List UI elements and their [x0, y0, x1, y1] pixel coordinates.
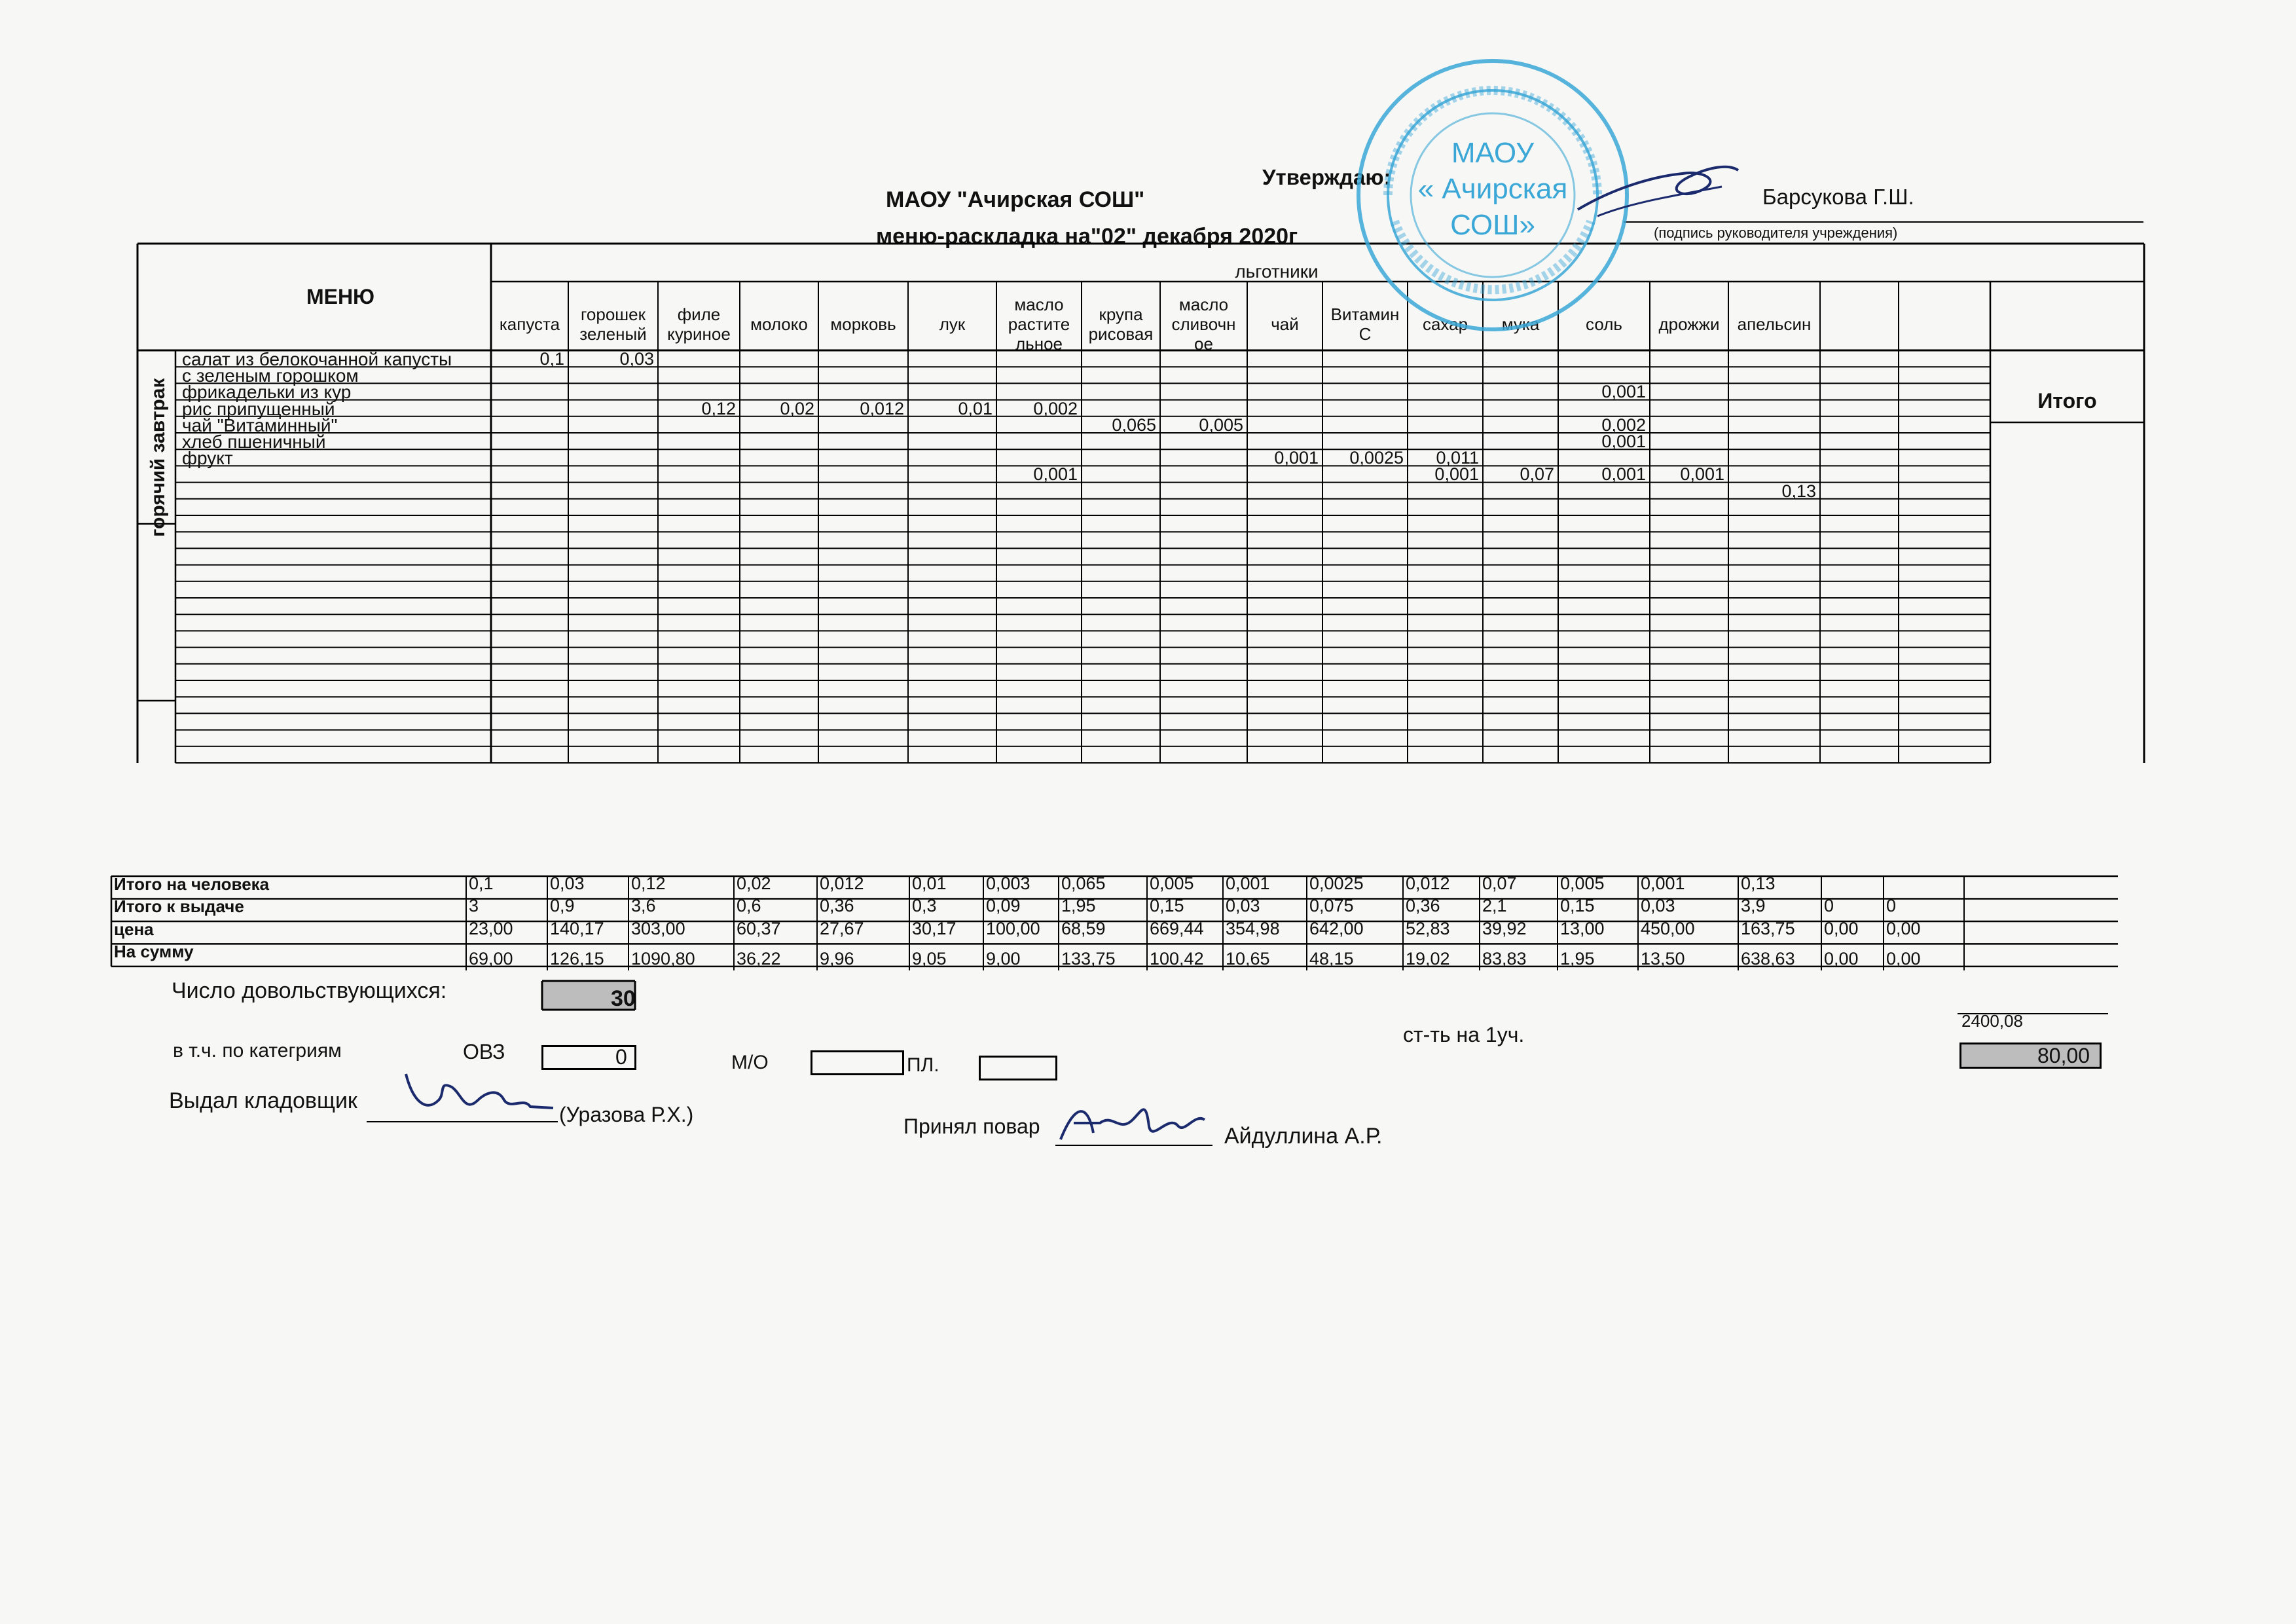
summary-value: 126,15: [550, 949, 604, 969]
approver-name: Барсукова Г.Ш.: [1762, 185, 1914, 209]
summary-value: 0,02: [737, 874, 771, 893]
summary-label: цена: [114, 919, 154, 939]
summary-value: 3,9: [1741, 896, 1766, 916]
summary-value: 13,00: [1560, 918, 1605, 938]
issued-name: (Уразова Р.Х.): [559, 1103, 694, 1126]
summary-value: 0,003: [986, 874, 1030, 893]
summary-value: 638,63: [1741, 949, 1795, 969]
summary-value: 1090,80: [631, 949, 695, 969]
column-header: мука: [1501, 314, 1540, 334]
column-header: масло сливочн ое: [1171, 295, 1236, 354]
column-header: горошек зеленый: [579, 304, 647, 344]
pl-box: [979, 1056, 1057, 1080]
column-header: сахар: [1422, 314, 1468, 334]
summary-value: 30,17: [912, 918, 957, 938]
received-label: Принял повар: [903, 1115, 1040, 1138]
summary-value: 669,44: [1150, 918, 1204, 938]
summary-value: 0,13: [1741, 874, 1776, 893]
summary-value: 0: [1886, 896, 1897, 916]
table-cell-value: 0,03: [619, 349, 654, 369]
mo-label: М/О: [731, 1052, 769, 1073]
dish-label: с зеленым горошком: [182, 365, 359, 386]
ovz-value: 0: [615, 1045, 627, 1069]
ovz-label: ОВЗ: [463, 1040, 505, 1063]
summary-value: 68,59: [1061, 918, 1106, 938]
table-cell-value: 0,001: [1434, 464, 1479, 485]
summary-value: 0,15: [1560, 896, 1595, 916]
total-header: Итого: [2037, 389, 2097, 413]
summary-value: 0,00: [1824, 949, 1859, 969]
table-cell-value: 0,001: [1680, 464, 1724, 485]
summary-value: 36,22: [737, 949, 781, 969]
summary-value: 1,95: [1560, 949, 1595, 969]
summary-value: 13,50: [1641, 949, 1685, 969]
cost-label: ст-ть на 1уч.: [1403, 1023, 1525, 1046]
dish-label: чай "Витаминный": [182, 415, 338, 435]
summary-value: 0,36: [1406, 896, 1440, 916]
dish-label: рис припущенный: [182, 398, 335, 419]
table-cell-value: 0,001: [1274, 448, 1319, 468]
summary-value: 0,09: [986, 896, 1021, 916]
column-header: Витамин С: [1330, 304, 1400, 344]
approve-label: Утверждаю:: [1262, 165, 1391, 189]
summary-value: 23,00: [469, 918, 513, 938]
storekeeper-signature: [399, 1061, 556, 1126]
summary-value: 642,00: [1309, 918, 1364, 938]
section-label: горячий завтрак: [147, 378, 169, 537]
summary-value: 163,75: [1741, 918, 1795, 938]
approve-caption: (подпись руководителя учреждения): [1654, 225, 1898, 241]
column-header: дрожжи: [1658, 314, 1720, 334]
column-header: апельсин: [1737, 314, 1812, 334]
summary-label: Итого на человека: [114, 874, 270, 894]
summary-value: 0,3: [912, 896, 937, 916]
received-name: Айдуллина А.Р.: [1224, 1124, 1383, 1149]
summary-value: 9,05: [912, 949, 947, 969]
summary-value: 0,07: [1482, 874, 1517, 893]
summary-value: 0,03: [1641, 896, 1675, 916]
table-cell-value: 0,12: [701, 398, 736, 418]
summary-value: 0,15: [1150, 896, 1184, 916]
summary-value: 0,01: [912, 874, 947, 893]
summary-value: 0,0025: [1309, 874, 1364, 893]
issued-label: Выдал кладовщик: [169, 1088, 357, 1113]
summary-value: 48,15: [1309, 949, 1354, 969]
summary-value: 0: [1824, 896, 1834, 916]
summary-value: 83,83: [1482, 949, 1527, 969]
dish-label: фрукт: [182, 448, 233, 469]
summary-value: 0,36: [820, 896, 854, 916]
summary-value: 100,00: [986, 918, 1040, 938]
column-header: чай: [1271, 314, 1299, 334]
table-cell-value: 0,001: [1601, 382, 1646, 402]
summary-value: 0,005: [1150, 874, 1194, 893]
summary-value: 0,00: [1886, 949, 1921, 969]
summary-label: На сумму: [114, 942, 194, 962]
table-cell-value: 0,001: [1033, 464, 1078, 485]
count-value: 30: [611, 986, 636, 1011]
dish-label: фрикадельки из кур: [182, 382, 352, 403]
summary-value: 60,37: [737, 918, 781, 938]
stamp-line3: СОШ»: [1450, 209, 1535, 241]
summary-value: 19,02: [1406, 949, 1450, 969]
mo-box: [811, 1050, 904, 1075]
table-cell-value: 0,07: [1520, 464, 1554, 485]
stamp-line1: МАОУ: [1451, 137, 1535, 169]
summary-value: 1,95: [1061, 896, 1096, 916]
column-header: морковь: [830, 314, 896, 334]
summary-value: 9,96: [820, 949, 854, 969]
summary-value: 133,75: [1061, 949, 1116, 969]
summary-value: 0,9: [550, 896, 575, 916]
table-cell-value: 0,002: [1033, 398, 1078, 418]
table-cell-value: 0,005: [1199, 415, 1243, 435]
group-header: льготники: [1235, 261, 1319, 282]
column-header: соль: [1586, 314, 1622, 334]
org-title: МАОУ "Ачирская СОШ": [886, 187, 1145, 212]
summary-value: 0,075: [1309, 896, 1354, 916]
summary-value: 0,03: [1226, 896, 1260, 916]
column-header: молоко: [750, 314, 808, 334]
summary-value: 3,6: [631, 896, 656, 916]
summary-value: 39,92: [1482, 918, 1527, 938]
table-cell-value: 0,1: [539, 349, 564, 369]
document-title: меню-раскладка на"02" декабря 2020г: [876, 224, 1298, 249]
summary-value: 2,1: [1482, 896, 1507, 916]
table-cell-value: 0,01: [958, 398, 993, 418]
summary-value: 303,00: [631, 918, 685, 938]
column-header: филе куриное: [667, 304, 731, 344]
table-cell-value: 0,002: [1601, 415, 1646, 435]
summary-value: 9,00: [986, 949, 1021, 969]
table-cell-value: 0,02: [780, 398, 814, 418]
summary-value: 0,012: [820, 874, 864, 893]
stamp-line2: « Ачирская: [1417, 173, 1568, 205]
column-header: лук: [939, 314, 966, 334]
column-header: масло растите льное: [1008, 295, 1070, 354]
table-cell-value: 0,012: [860, 398, 904, 418]
pl-label: ПЛ.: [907, 1054, 939, 1076]
column-header: крупа рисовая: [1088, 304, 1154, 344]
summary-value: 0,001: [1226, 874, 1270, 893]
count-label: Число довольствующихся:: [172, 978, 447, 1003]
summary-value: 69,00: [469, 949, 513, 969]
summary-value: 0,03: [550, 874, 585, 893]
table-cell-value: 0,13: [1781, 481, 1816, 501]
summary-value: 0,005: [1560, 874, 1605, 893]
summary-value: 52,83: [1406, 918, 1450, 938]
table-cell-value: 0,001: [1601, 432, 1646, 451]
summary-value: 0,12: [631, 874, 666, 893]
summary-value: 10,65: [1226, 949, 1270, 969]
summary-value: 0,065: [1061, 874, 1106, 893]
grand-total: 2400,08: [1961, 1011, 2023, 1031]
summary-value: 140,17: [550, 918, 604, 938]
summary-value: 0,1: [469, 874, 494, 893]
table-cell-value: 0,001: [1601, 464, 1646, 485]
summary-value: 27,67: [820, 918, 864, 938]
summary-value: 3: [469, 896, 479, 916]
summary-value: 100,42: [1150, 949, 1204, 969]
summary-value: 0,001: [1641, 874, 1685, 893]
column-header: капуста: [499, 314, 560, 334]
cook-signature: [1054, 1087, 1211, 1153]
summary-value: 354,98: [1226, 918, 1280, 938]
dish-label: салат из белокочанной капусты: [182, 349, 452, 369]
category-label: в т.ч. по категриям: [173, 1040, 342, 1061]
summary-label: Итого к выдаче: [114, 896, 244, 917]
menu-header: МЕНЮ: [306, 285, 375, 308]
table-cell-value: 0,065: [1112, 415, 1156, 435]
table-cell-value: 0,0025: [1349, 448, 1404, 468]
summary-value: 450,00: [1641, 918, 1695, 938]
cost-value: 80,00: [2037, 1044, 2090, 1067]
summary-value: 0,00: [1824, 918, 1859, 938]
director-signature: [1571, 151, 1741, 229]
summary-value: 0,00: [1886, 918, 1921, 938]
summary-value: 0,6: [737, 896, 761, 916]
summary-value: 0,012: [1406, 874, 1450, 893]
dish-label: хлеб пшеничный: [182, 432, 326, 452]
table-cell-value: 0,011: [1436, 448, 1479, 468]
